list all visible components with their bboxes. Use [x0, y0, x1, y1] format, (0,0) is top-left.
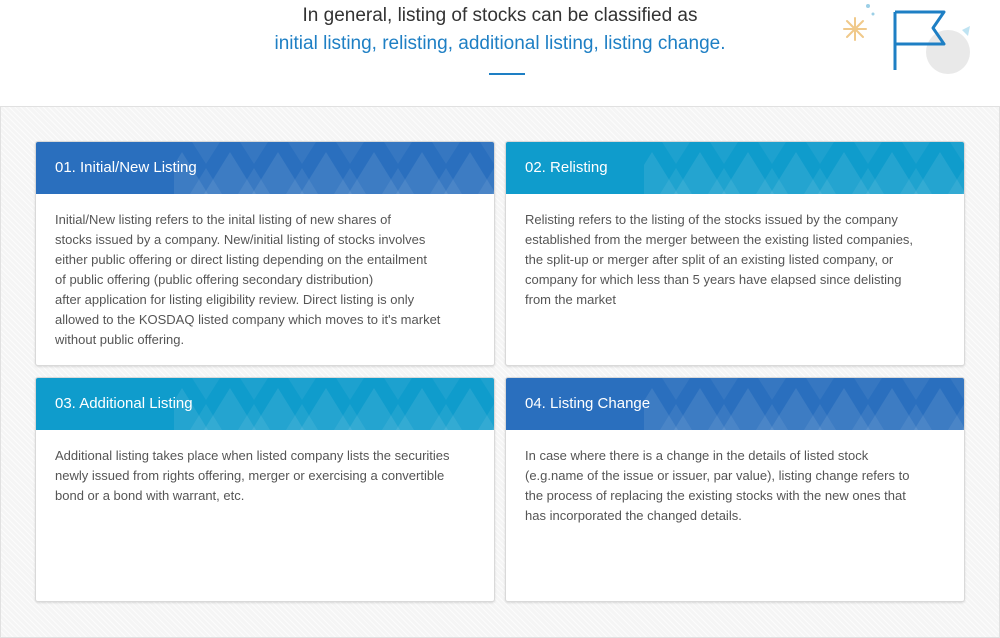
- triangle-pattern: [644, 378, 964, 430]
- card-title: 04. Listing Change: [525, 395, 651, 412]
- body-line: Initial/New listing refers to the inital listing of new shares of: [55, 212, 391, 227]
- intro-subheadline: initial listing, relisting, additional listing, listing change.: [274, 33, 726, 54]
- triangle-pattern: [174, 378, 494, 430]
- body-line: stocks issued by a company. New/initial listing of stocks involves: [55, 232, 426, 247]
- title-divider: [489, 73, 525, 75]
- sparkle-icon: [844, 18, 866, 40]
- body-line: has incorporated the changed details.: [525, 508, 742, 523]
- body-line: (e.g.name of the issue or issuer, par value), listing change refers to: [525, 468, 910, 483]
- card-additional-listing: [35, 377, 495, 602]
- body-line: from the market: [525, 292, 617, 307]
- card-title: 02. Relisting: [525, 159, 608, 176]
- flag-decoration: [830, 0, 990, 90]
- card-body: [506, 430, 964, 538]
- body-line: company for which less than 5 years have elapsed since delisting: [525, 272, 902, 287]
- card-header: [506, 378, 964, 430]
- body-line: the process of replacing the existing stocks with the new ones that: [525, 488, 906, 503]
- card-listing-change: [505, 377, 965, 602]
- body-line: the split-up or merger after split of an existing listed company, or: [525, 252, 894, 267]
- card-header: [36, 142, 494, 194]
- body-line: either public offering or direct listing depending on the entailment: [55, 252, 427, 267]
- card-body: [36, 194, 494, 362]
- body-line: of public offering (public offering secondary distribution): [55, 272, 374, 287]
- card-title: 03. Additional Listing: [55, 395, 193, 412]
- body-line: Additional listing takes place when listed company lists the securities: [55, 448, 450, 463]
- card-header: [506, 142, 964, 194]
- card-body: [506, 194, 964, 322]
- card-title: 01. Initial/New Listing: [55, 159, 197, 176]
- body-line: newly issued from rights offering, merger or exercising a convertible: [55, 468, 445, 483]
- page-header: [0, 0, 1000, 106]
- body-line: after application for listing eligibility review. Direct listing is only: [55, 292, 415, 307]
- body-line: established from the merger between the existing listed companies,: [525, 232, 914, 247]
- card-body: [36, 430, 494, 518]
- triangle-pattern: [174, 142, 494, 194]
- body-line: bond or a bond with warrant, etc.: [55, 488, 245, 503]
- deco-circle: [926, 30, 970, 74]
- body-line: In case where there is a change in the details of listed stock: [525, 448, 869, 463]
- body-line: Relisting refers to the listing of the stocks issued by the company: [525, 212, 898, 227]
- triangle-pattern: [644, 142, 964, 194]
- body-line: allowed to the KOSDAQ listed company which moves to it's market: [55, 312, 441, 327]
- card-header: [36, 378, 494, 430]
- card-initial-listing: [35, 141, 495, 366]
- card-relisting: [505, 141, 965, 366]
- body-line: without public offering.: [55, 332, 185, 347]
- intro-headline: In general, listing of stocks can be classified as: [302, 5, 698, 26]
